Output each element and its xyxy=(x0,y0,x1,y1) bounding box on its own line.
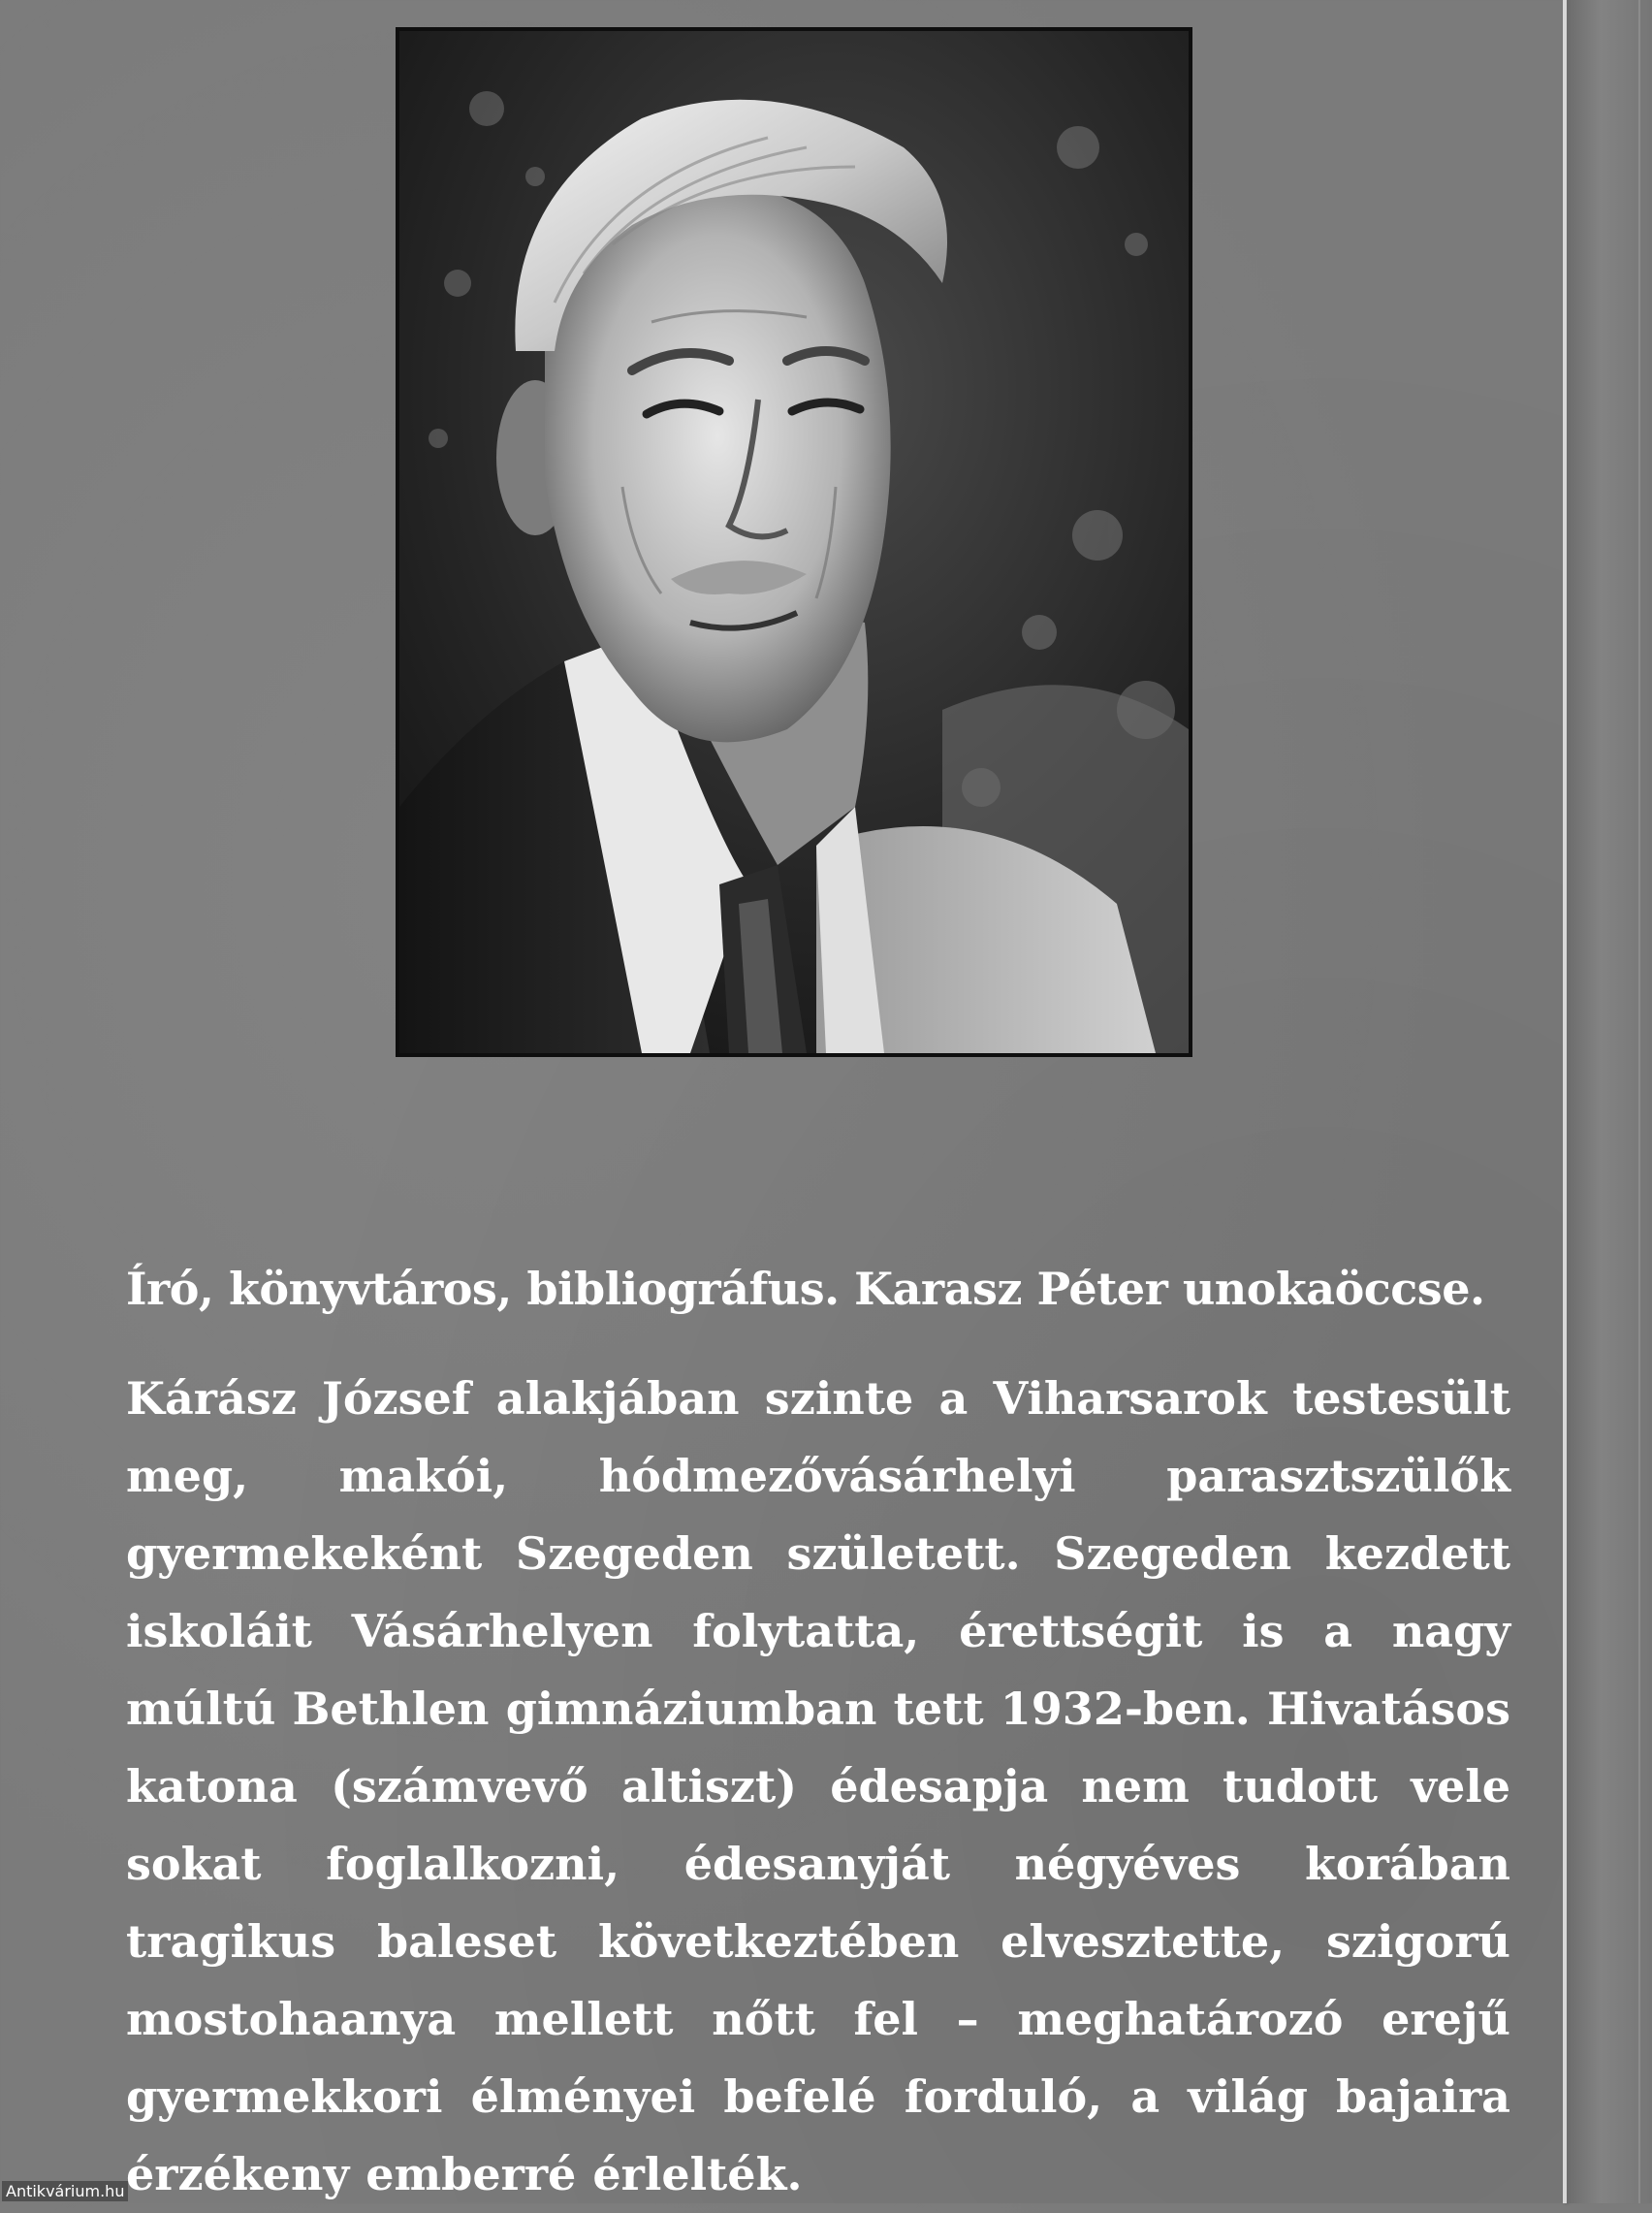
spine-rule xyxy=(1638,0,1640,2203)
watermark: Antikvárium.hu xyxy=(2,2181,128,2201)
author-portrait-photo xyxy=(396,27,1192,1057)
bio-body: Kárász József alakjában szinte a Viharsarok testesült meg, makói, hódmezővásárhelyi parasztszülők gyermekeként Szegeden született. Szegeden kezdett iskoláit Vásárhelyen folytatta, érettségit is a nagy múltú Bethlen gimnáziumban tett 1932-ben. Hivatásos katona (számvevő altiszt) édesapja nem tudott vele sokat foglalkozni, édesanyját négyéves korában tragikus baleset következtében elvesztette, szigorú mostohaanya mellett nőtt fel – meghatározó erejű gyermekkori élményei befelé forduló, a világ bajaira érzékeny emberré érlelték. xyxy=(126,1372,1510,2200)
portrait-illustration xyxy=(399,31,1189,1053)
author-bio xyxy=(126,1253,1510,2213)
bio-lead: Író, könyvtáros, bibliográfus. Karasz Péter unokaöccse. xyxy=(126,1263,1485,1315)
